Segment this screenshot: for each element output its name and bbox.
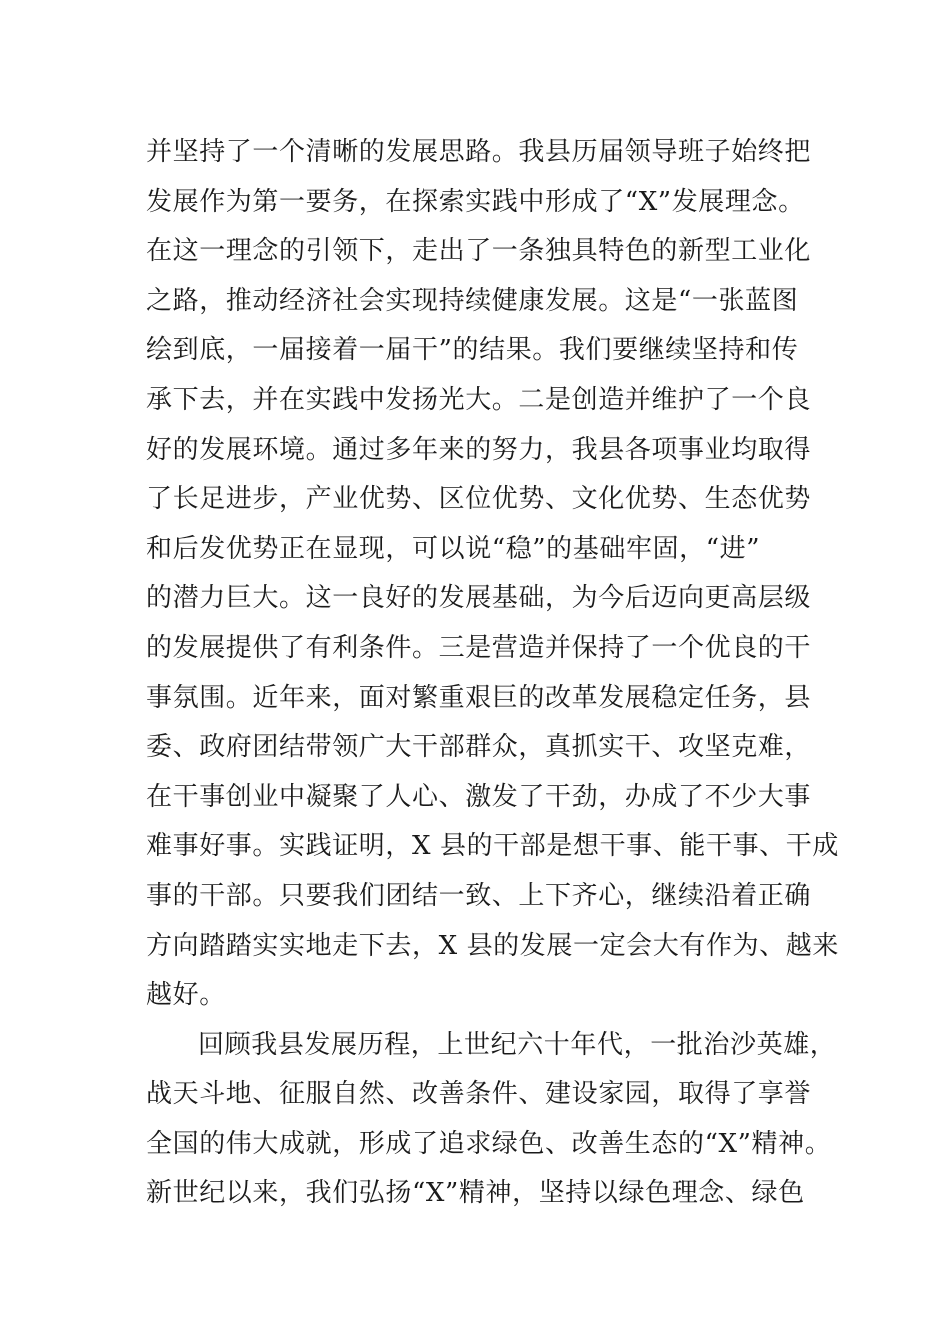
text-line: 好的发展环境。通过多年来的努力，我县各项事业均取得 <box>146 434 812 465</box>
text-line: 之路，推动经济社会实现持续健康发展。这是“一张蓝图 <box>146 285 799 316</box>
text-line: 委、政府团结带领广大干部群众，真抓实干、攻坚克难， <box>146 732 812 763</box>
text-line: 在这一理念的引领下，走出了一条独具特色的新型工业化 <box>146 236 812 267</box>
body-text <box>146 128 839 1219</box>
text-line: 事氛围。近年来，面对繁重艰巨的改革发展稳定任务，县 <box>146 682 812 713</box>
text-line: 承下去，并在实践中发扬光大。二是创造并维护了一个良 <box>146 384 812 415</box>
text-line: 全国的伟大成就，形成了追求绿色、改善生态的“X”精神。 <box>146 1128 832 1159</box>
text-line: 在干事创业中凝聚了人心、激发了干劲，办成了不少大事 <box>146 781 812 812</box>
text-line: 和后发优势正在显现，可以说“稳”的基础牢固，“进” <box>146 533 761 564</box>
text-line: 方向踏踏实实地走下去，X 县的发展一定会大有作为、越来 <box>146 930 839 961</box>
text-line: 的潜力巨大。这一良好的发展基础，为今后迈向更高层级 <box>146 583 812 614</box>
text-line: 难事好事。实践证明，X 县的干部是想干事、能干事、干成 <box>146 831 839 862</box>
text-line: 新世纪以来，我们弘扬“X”精神，坚持以绿色理念、绿色 <box>146 1178 805 1209</box>
text-line: 发展作为第一要务，在探索实践中形成了“X”发展理念。 <box>146 186 805 217</box>
text-line: 事的干部。只要我们团结一致、上下齐心，继续沿着正确 <box>146 880 812 911</box>
text-line: 绘到底，一届接着一届干”的结果。我们要继续坚持和传 <box>146 335 799 366</box>
text-line: 的发展提供了有利条件。三是营造并保持了一个优良的干 <box>146 632 812 663</box>
text-line: 战天斗地、征服自然、改善条件、建设家园，取得了享誉 <box>146 1079 812 1110</box>
text-line: 越好。 <box>146 980 226 1011</box>
text-line: 并坚持了一个清晰的发展思路。我县历届领导班子始终把 <box>146 137 812 167</box>
text-line: 了长足进步，产业优势、区位优势、文化优势、生态优势 <box>146 484 812 515</box>
paragraph-start-line: 回顾我县发展历程，上世纪六十年代，一批治沙英雄， <box>198 1029 837 1060</box>
